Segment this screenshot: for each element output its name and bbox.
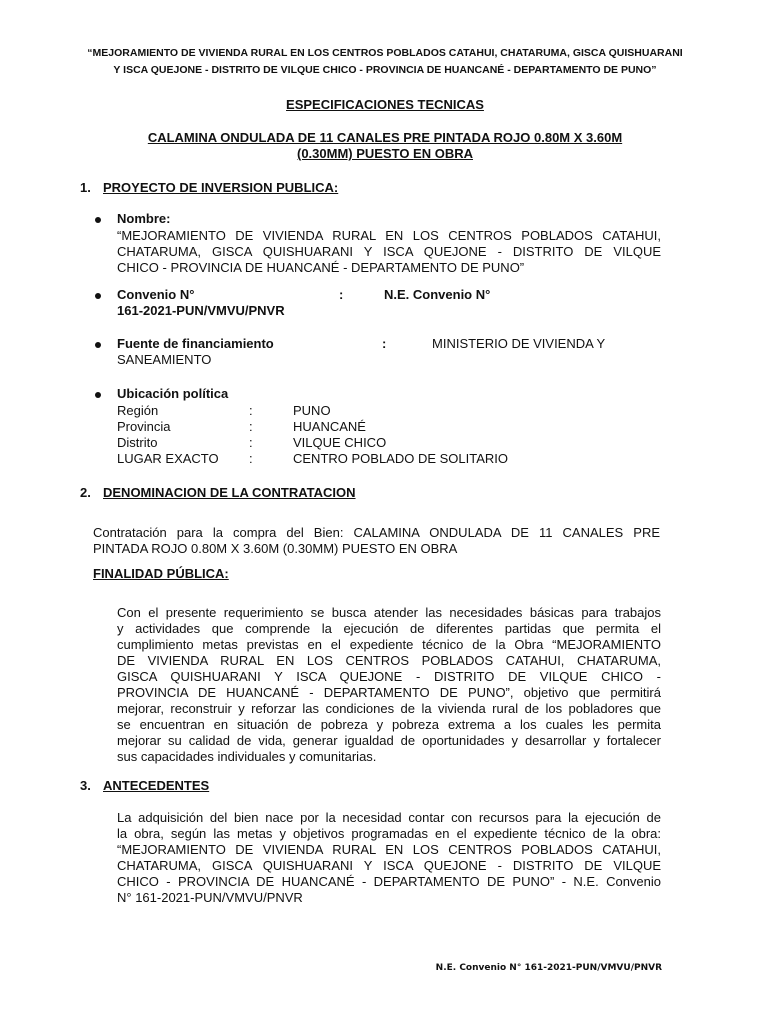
ubicacion-row-colon: : [249,419,253,434]
ubicacion-row-label: Distrito [117,435,158,450]
ubicacion-row-label: Región [117,403,159,418]
bullet-icon [95,342,101,348]
convenio-code: 161-2021-PUN/VMVU/PNVR [117,303,285,318]
section-2-number: 2. [80,485,91,500]
section-2-title: DENOMINACION DE LA CONTRATACION [103,485,356,500]
fuente-value-line-2: SANEAMIENTO [117,352,212,367]
section-3-number: 3. [80,778,91,793]
antecedentes-line: La adquisición del bien nace por la necesidad contar con recursos para la ejecución de [117,810,661,825]
nombre-line-1: “MEJORAMIENTO DE VIVIENDA RURAL EN LOS CENTROS POBLADOS CATAHUI, [117,228,661,243]
finalidad-line: DE VIVIENDA RURAL EN LOS CENTROS POBLADOS CATAHUI, CHATARUMA, [117,653,661,668]
subtitle-line-2: (0.30MM) PUESTO EN OBRA [296,146,473,161]
finalidad-title: FINALIDAD PÚBLICA: [93,566,229,581]
contratacion-line-1: Contratación para la compra del Bien: CALAMINA ONDULADA DE 11 CANALES PRE [93,525,660,540]
antecedentes-line: CHATARUMA, GISCA QUISHUARANI Y ISCA QUEJONE - DISTRITO DE VILQUE [117,858,661,873]
ubicacion-row-value: PUNO [293,403,331,418]
finalidad-line: cumplimiento metas previstas en el expediente técnico de la Obra “MEJORAMIENTO [117,637,661,652]
ubicacion-label: Ubicación política [117,386,229,401]
nombre-label: Nombre: [117,211,171,226]
finalidad-line: GISCA QUISHUARANI Y ISCA QUEJONE - DISTRITO DE VILQUE CHICO - [117,669,661,684]
ubicacion-row-value: HUANCANÉ [293,419,366,434]
ubicacion-row-colon: : [249,403,253,418]
subtitle-line-1: CALAMINA ONDULADA DE 11 CANALES PRE PINTADA ROJO 0.80M X 3.60M [147,130,623,145]
nombre-line-2: CHATARUMA, GISCA QUISHUARANI Y ISCA QUEJONE - DISTRITO DE VILQUE [117,244,661,259]
bullet-icon [95,217,101,223]
fuente-colon: : [382,336,387,351]
finalidad-line: Con el presente requerimiento se busca atender las necesidades básicas para trabajos [117,605,661,620]
antecedentes-line: N° 161-2021-PUN/VMVU/PNVR [117,890,303,905]
ubicacion-row-label: LUGAR EXACTO [117,451,219,466]
section-1-title: PROYECTO DE INVERSION PUBLICA: [103,180,339,195]
ubicacion-row-value: CENTRO POBLADO DE SOLITARIO [293,451,509,466]
antecedentes-line: CHICO - PROVINCIA DE HUANCANÉ - DEPARTAMENTO DE PUNO” - N.E. Convenio [117,874,661,889]
ubicacion-row-value: VILQUE CHICO [293,435,387,450]
fuente-label: Fuente de financiamiento [117,336,274,351]
ubicacion-row-colon: : [249,451,253,466]
document-title: ESPECIFICACIONES TECNICAS [286,97,484,112]
section-3-title: ANTECEDENTES [103,778,210,793]
finalidad-line: sus capacidades individuales y comunitarias. [117,749,377,764]
convenio-label: Convenio N° [117,287,195,302]
finalidad-line: y actividades que comprende la ejecución de diferentes partidas que permita el [117,621,661,636]
finalidad-line: mejorar, reconstruir y reforzar las condiciones de la vivienda rural de los pobladores que [117,701,661,716]
nombre-line-3: CHICO - PROVINCIA DE HUANCANÉ - DEPARTAMENTO DE PUNO” [117,260,525,275]
bullet-icon [95,293,101,299]
finalidad-line: PROVINCIA DE HUANCANÉ - DEPARTAMENTO DE PUNO”, objetivo que permitirá [117,685,661,700]
page-footer: N.E. Convenio N° 161-2021-PUN/VMVU/PNVR [435,963,662,973]
convenio-value-label: N.E. Convenio N° [384,287,491,302]
header-line-1: “MEJORAMIENTO DE VIVIENDA RURAL EN LOS CENTROS POBLADOS CATAHUI, CHATARUMA, GISCA QUISHUARANI [87,47,683,59]
convenio-colon: : [339,287,344,302]
ubicacion-row-colon: : [249,435,253,450]
antecedentes-line: la obra, según las metas y objetivos programadas en el expediente técnico de la obra: [117,826,661,841]
finalidad-line: mejorar su calidad de vida, generar igualdad de oportunidades y desarrollar y fortalecer [117,733,661,748]
section-1-number: 1. [80,180,91,195]
header-line-2: Y ISCA QUEJONE - DISTRITO DE VILQUE CHICO - PROVINCIA DE HUANCANÉ - DEPARTAMENTO DE PUNO” [113,64,657,76]
ubicacion-row-label: Provincia [117,419,171,434]
bullet-icon [95,392,101,398]
fuente-value-line-1: MINISTERIO DE VIVIENDA Y [432,336,606,351]
contratacion-line-2: PINTADA ROJO 0.80M X 3.60M (0.30MM) PUESTO EN OBRA [93,541,458,556]
finalidad-line: se encuentran en situación de pobreza y pobreza extrema a los cuales les permita [117,717,661,732]
antecedentes-line: “MEJORAMIENTO DE VIVIENDA RURAL EN LOS CENTROS POBLADOS CATAHUI, [117,842,661,857]
